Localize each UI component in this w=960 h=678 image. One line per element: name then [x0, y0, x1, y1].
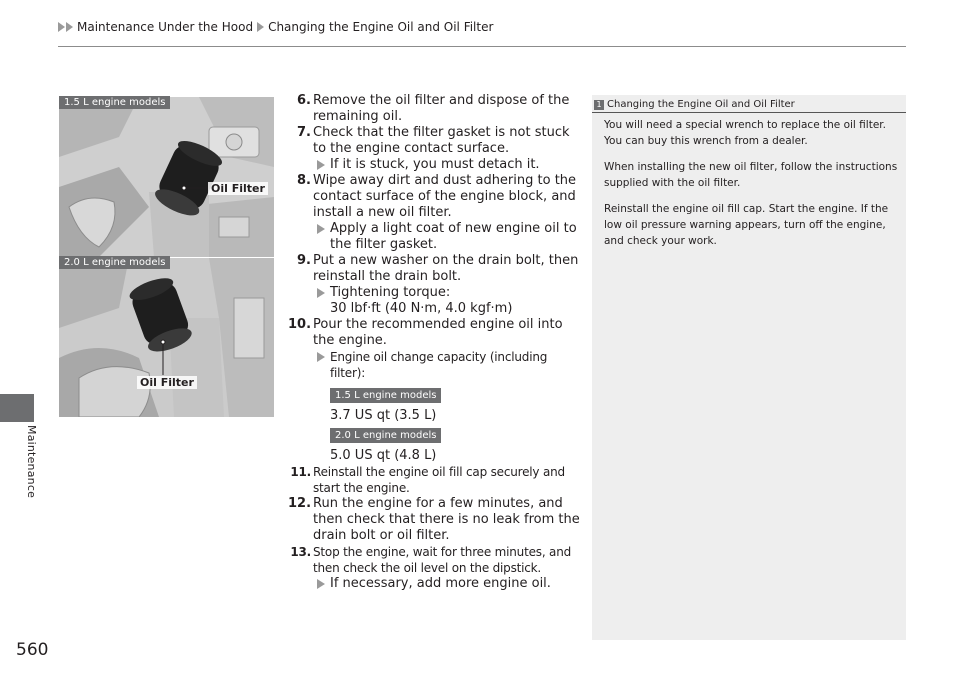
side-note-paragraph: You will need a special wrench to replace the oil filter. You can buy this wrench from a dealer.: [604, 119, 886, 147]
breadcrumb-arrow-icon: [257, 22, 264, 32]
chapter-label: Maintenance: [25, 425, 38, 499]
capacity-value: 3.7 US qt (3.5 L): [330, 408, 437, 423]
step-6: [288, 93, 580, 125]
page-number: 560: [16, 640, 49, 660]
side-note-body: [604, 117, 899, 259]
step-number: 12.: [288, 496, 312, 511]
engine-photo-2-0l: [59, 258, 274, 417]
model-tag-2-0l: 2.0 L engine models: [59, 256, 170, 269]
step-text: Run the engine for a few minutes, and then check that there is no leak from the drain bolt or oil filter.: [313, 496, 580, 543]
step-number: 8.: [297, 173, 311, 188]
step-text: Pour the recommended engine oil into the engine.: [313, 317, 563, 348]
step-8: [288, 173, 580, 253]
oil-capacity-list: [313, 384, 580, 464]
engine-bay-1-5l-illustration: [59, 97, 274, 257]
side-note-paragraph: When installing the new oil filter, follow the instructions supplied with the oil filter.: [604, 161, 898, 189]
step-text: Put a new washer on the drain bolt, then reinstall the drain bolt.: [313, 253, 579, 284]
breadcrumb-arrow-icon: [66, 22, 73, 32]
step-note: If it is stuck, you must detach it.: [313, 157, 580, 173]
step-note: If necessary, add more engine oil.: [313, 576, 580, 592]
arrow-right-icon: [317, 160, 325, 170]
step-number: 6.: [297, 93, 311, 108]
step-note: Apply a light coat of new engine oil to the filter gasket.: [313, 221, 580, 253]
step-number: 7.: [297, 125, 311, 140]
capacity-model-tag: 2.0 L engine models: [330, 428, 441, 443]
step-number: 11.: [290, 465, 311, 479]
step-number: 10.: [288, 317, 312, 332]
header-divider: [58, 46, 906, 47]
step-text: Check that the filter gasket is not stuck to the engine contact surface.: [313, 125, 570, 156]
step-note: Engine oil change capacity (including filter):: [313, 349, 580, 381]
torque-value: 30 lbf·ft (40 N·m, 4.0 kgf·m): [330, 301, 513, 316]
breadcrumb: [58, 20, 497, 34]
oil-filter-callout-2-0l: Oil Filter: [137, 376, 197, 389]
step-10: [288, 317, 580, 464]
oil-filter-callout-1-5l: Oil Filter: [208, 182, 268, 195]
step-7: [288, 125, 580, 173]
arrow-right-icon: [317, 352, 325, 362]
step-number: 9.: [297, 253, 311, 268]
side-note-paragraph: Reinstall the engine oil fill cap. Start the engine. If the low oil pressure warning appears, turn off the engine, and check your work.: [604, 203, 889, 247]
arrow-right-icon: [317, 224, 325, 234]
side-note-header: [592, 97, 906, 113]
step-13: [288, 544, 580, 592]
step-text: Stop the engine, wait for three minutes, and then check the oil level on the dipstick.: [313, 545, 572, 575]
step-text: Wipe away dirt and dust adhering to the contact surface of the engine block, and install a new oil filter.: [313, 173, 577, 220]
step-11: [288, 464, 580, 496]
procedure-steps: [288, 93, 580, 592]
step-note: Tightening torque: 30 lbf·ft (40 N·m, 4.0 kgf·m): [313, 285, 580, 317]
arrow-right-icon: [317, 288, 325, 298]
side-note-title[interactable]: Changing the Engine Oil and Oil Filter: [607, 99, 795, 110]
side-note: [592, 95, 906, 640]
capacity-model-tag: 1.5 L engine models: [330, 388, 441, 403]
engine-photo-1-5l: [59, 97, 274, 257]
step-9: [288, 253, 580, 317]
model-tag-1-5l: 1.5 L engine models: [59, 96, 170, 109]
engine-bay-2-0l-illustration: [59, 258, 274, 417]
step-text: Reinstall the engine oil fill cap securely and start the engine.: [313, 465, 565, 495]
capacity-value: 5.0 US qt (4.8 L): [330, 448, 437, 463]
step-text: Remove the oil filter and dispose of the remaining oil.: [313, 93, 570, 124]
step-number: 13.: [290, 545, 311, 559]
reference-number-icon: 1: [594, 100, 604, 110]
arrow-right-icon: [317, 579, 325, 589]
breadcrumb-page[interactable]: Changing the Engine Oil and Oil Filter: [268, 20, 494, 34]
breadcrumb-arrow-icon: [58, 22, 65, 32]
step-12: [288, 496, 580, 544]
breadcrumb-section[interactable]: Maintenance Under the Hood: [77, 20, 254, 34]
chapter-tab[interactable]: [0, 394, 34, 422]
